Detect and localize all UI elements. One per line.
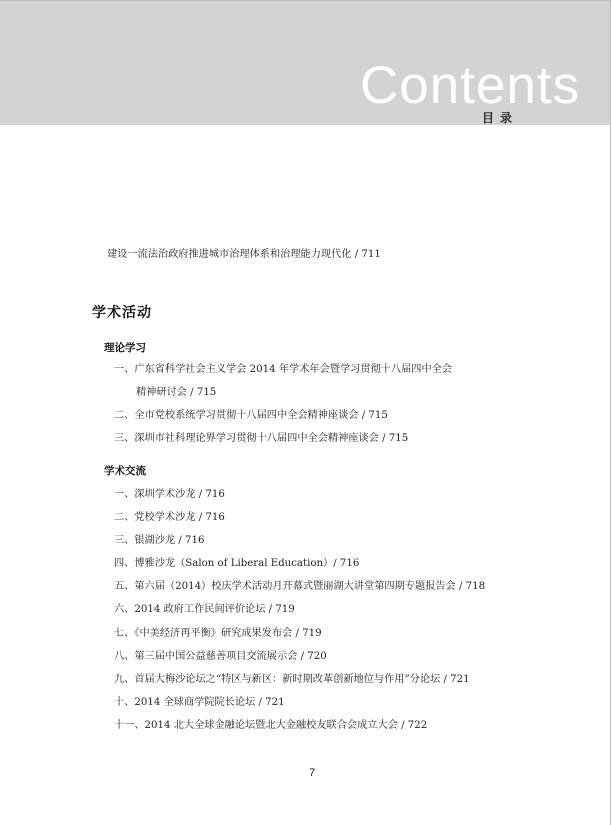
subsection-title-theory: 理论学习 xyxy=(104,342,146,354)
toc-entry[interactable]: 八、第三届中国公益慈善项目交流展示会 / 720 xyxy=(114,651,327,662)
contents-title-zh: 目录 xyxy=(482,111,519,125)
section-title: 学术活动 xyxy=(92,305,152,321)
toc-entry[interactable]: 二、全市党校系统学习贯彻十八届四中全会精神座谈会 / 715 xyxy=(114,410,388,421)
toc-entry-continuation[interactable]: 精神研讨会 / 715 xyxy=(136,387,217,398)
toc-entry[interactable]: 五、第六届（2014）校庆学术活动月开幕式暨丽湖大讲堂第四期专题报告会 / 718 xyxy=(114,581,486,592)
subsection-title-exchange: 学术交流 xyxy=(104,465,146,477)
toc-entry[interactable]: 六、2014 政府工作民间评价论坛 / 719 xyxy=(114,604,295,615)
toc-entry[interactable]: 三、银湖沙龙 / 716 xyxy=(114,535,205,546)
contents-title: Contents xyxy=(360,56,581,115)
toc-entry[interactable]: 建设一流法治政府推进城市治理体系和治理能力现代化 / 711 xyxy=(107,249,381,260)
toc-entry[interactable]: 一、广东省科学社会主义学会 2014 年学术年会暨学习贯彻十八届四中全会 xyxy=(114,364,453,375)
toc-entry[interactable]: 三、深圳市社科理论界学习贯彻十八届四中全会精神座谈会 / 715 xyxy=(114,433,409,444)
page-number: 7 xyxy=(309,767,316,779)
toc-entry[interactable]: 十、2014 全球商学院院长论坛 / 721 xyxy=(114,697,285,708)
toc-entry[interactable]: 七、《中美经济再平衡》研究成果发布会 / 719 xyxy=(114,628,322,639)
toc-entry[interactable]: 一、深圳学术沙龙 / 716 xyxy=(114,489,225,500)
toc-entry[interactable]: 九、首届大梅沙论坛之“特区与新区：新时期改革创新地位与作用”分论坛 / 721 xyxy=(114,674,470,685)
toc-entry[interactable]: 十一、2014 北大全球金融论坛暨北大金融校友联合会成立大会 / 722 xyxy=(114,720,428,731)
page-edge-rule xyxy=(610,0,611,825)
toc-entry[interactable]: 二、党校学术沙龙 / 716 xyxy=(114,512,225,523)
toc-entry[interactable]: 四、博雅沙龙（Salon of Liberal Education）/ 716 xyxy=(114,558,360,569)
